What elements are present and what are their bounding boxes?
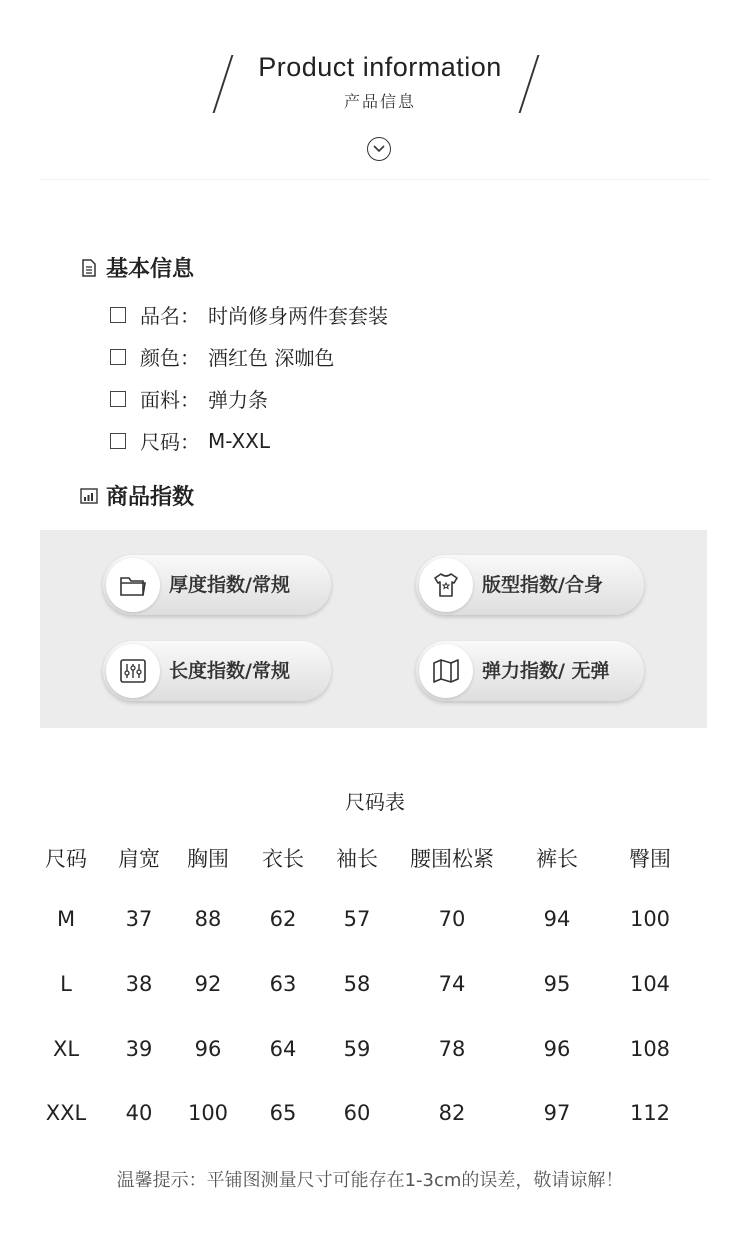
table-header-cell: 裤长 — [536, 847, 578, 871]
index-label: 弹力指数/ 无弹 — [482, 660, 610, 682]
table-cell: XXL — [45, 1101, 87, 1125]
index-label: 长度指数/常规 — [169, 660, 290, 682]
index-pill-fit — [416, 555, 644, 615]
info-item-color — [110, 342, 334, 371]
sliders-icon — [106, 644, 160, 698]
table-cell: 112 — [629, 1101, 671, 1125]
table-cell: 40 — [125, 1101, 153, 1125]
table-cell: 39 — [125, 1037, 153, 1061]
index-pill-elasticity — [416, 641, 644, 701]
table-cell: 65 — [269, 1101, 297, 1125]
table-cell: 58 — [343, 972, 371, 996]
table-cell: XL — [52, 1037, 80, 1061]
info-value: 弹力条 — [208, 388, 268, 412]
info-sep: ： — [180, 346, 200, 370]
table-cell: 100 — [629, 907, 671, 931]
info-value: 时尚修身两件套套装 — [208, 304, 388, 328]
checkbox-icon — [110, 391, 126, 407]
info-item-fabric — [110, 384, 268, 413]
bar-chart-icon — [80, 487, 98, 505]
index-label: 版型指数/合身 — [482, 574, 603, 596]
table-cell: 78 — [438, 1037, 466, 1061]
product-index-title: 商品指数 — [106, 485, 195, 510]
table-cell: 63 — [269, 972, 297, 996]
info-key: 颜色 — [140, 346, 180, 370]
table-cell: 97 — [543, 1101, 571, 1125]
table-header-cell: 胸围 — [187, 847, 229, 871]
checkbox-icon — [110, 349, 126, 365]
table-header-cell: 尺码 — [45, 847, 87, 871]
table-cell: 62 — [269, 907, 297, 931]
table-header-cell: 袖长 — [336, 847, 378, 871]
table-cell: 92 — [194, 972, 222, 996]
table-header-cell: 衣长 — [262, 847, 304, 871]
product-index-heading — [80, 480, 194, 511]
info-item-size — [110, 426, 270, 455]
table-cell: 100 — [187, 1101, 229, 1125]
table-cell: 38 — [125, 972, 153, 996]
basic-info-heading — [80, 252, 194, 283]
map-icon — [419, 644, 473, 698]
info-key: 尺码 — [140, 430, 180, 454]
info-value: 酒红色 深咖色 — [208, 346, 335, 370]
index-label: 厚度指数/常规 — [169, 574, 290, 596]
index-pill-thickness — [103, 555, 331, 615]
folder-icon — [106, 558, 160, 612]
header-divider — [40, 179, 710, 180]
checkbox-icon — [110, 307, 126, 323]
table-cell: 74 — [438, 972, 466, 996]
index-pill-length — [103, 641, 331, 701]
index-panel — [40, 530, 707, 728]
measurement-note: 温馨提示：平铺图测量尺寸可能存在1-3cm的误差，敬请谅解！ — [116, 1170, 624, 1191]
info-value: M-XXL — [208, 428, 271, 453]
info-key: 面料 — [140, 388, 180, 412]
table-cell: 95 — [543, 972, 571, 996]
chevron-down-icon — [367, 137, 391, 161]
table-cell: 60 — [343, 1101, 371, 1125]
table-cell: 57 — [343, 907, 371, 931]
table-header-cell: 腰围松紧 — [410, 847, 494, 871]
table-cell: 82 — [438, 1101, 466, 1125]
info-sep: ： — [180, 304, 200, 328]
tshirt-icon — [419, 558, 473, 612]
checkbox-icon — [110, 433, 126, 449]
info-item-name — [110, 300, 388, 329]
document-icon — [80, 259, 98, 277]
table-cell: L — [60, 972, 72, 996]
table-cell: 59 — [343, 1037, 371, 1061]
table-cell: 64 — [269, 1037, 297, 1061]
table-cell: 108 — [629, 1037, 671, 1061]
basic-info-title: 基本信息 — [106, 257, 195, 282]
table-cell: 70 — [438, 907, 466, 931]
table-cell: 104 — [629, 972, 671, 996]
size-table-title: 尺码表 — [345, 790, 405, 814]
info-key: 品名 — [140, 304, 180, 328]
table-header-cell: 臀围 — [629, 847, 671, 871]
table-cell: 96 — [194, 1037, 222, 1061]
table-cell: M — [56, 907, 76, 931]
table-cell: 88 — [194, 907, 222, 931]
table-cell: 94 — [543, 907, 571, 931]
page-subtitle: 产品信息 — [343, 92, 416, 111]
info-sep: ： — [180, 430, 200, 454]
table-header-cell: 肩宽 — [118, 847, 160, 871]
table-cell: 37 — [125, 907, 153, 931]
table-cell: 96 — [543, 1037, 571, 1061]
page-title: Product information — [258, 52, 502, 82]
info-sep: ： — [180, 388, 200, 412]
